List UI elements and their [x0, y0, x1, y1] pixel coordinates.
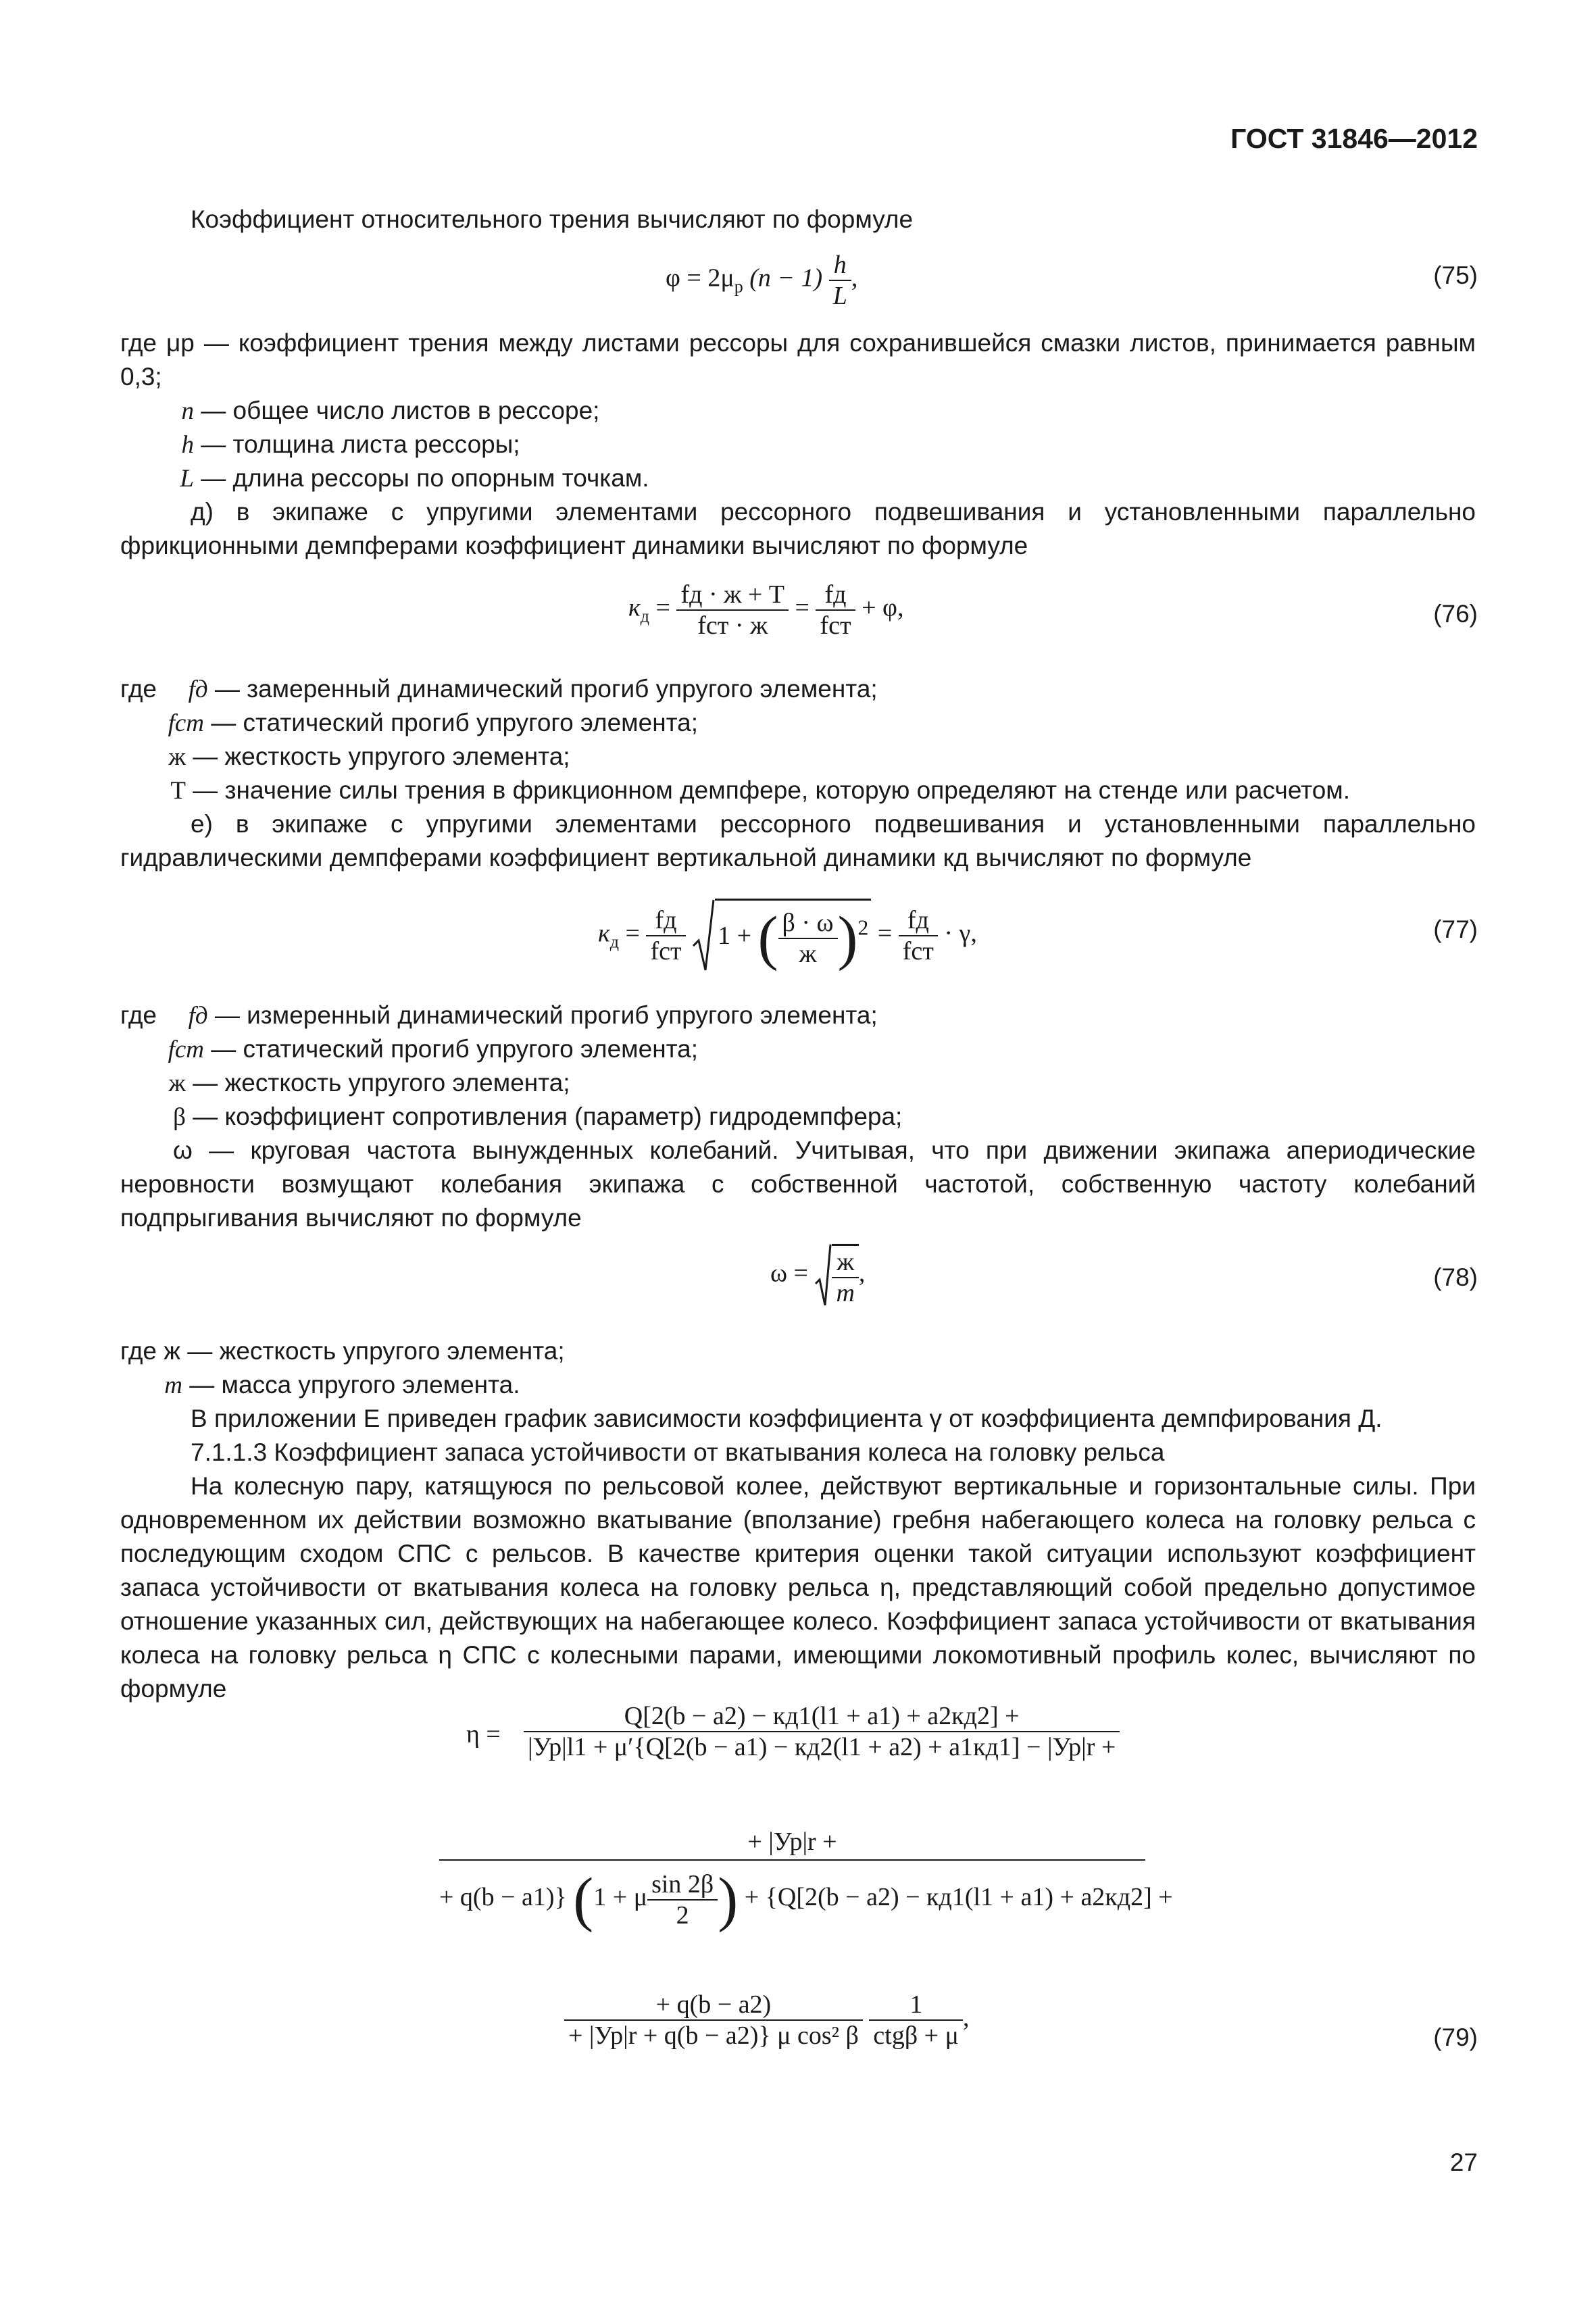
where-78-m-text: — масса упругого элемента. — [189, 1371, 520, 1399]
paragraph-appendix: В приложении Е приведен график зависимости коэффициента γ от коэффициента демпфирования Д. — [191, 1405, 1382, 1432]
f75-den: L — [832, 282, 847, 310]
where-77-fst — [162, 1032, 698, 1067]
f79-line2-sin: sin 2β — [647, 1869, 718, 1901]
where-75-L — [167, 461, 649, 496]
f78-lhs: ω = — [770, 1259, 808, 1288]
f77-num-1: fд — [646, 905, 685, 936]
where-77-beta-symbol: β — [173, 1103, 186, 1131]
f79-line2-den: + q(b − a1)} (1 + μ $\frac{\sin 2\beta}{2}$ ) + {Q[2(b − a2) − кд1(l1 + a1) + a2кд2] + — [439, 1866, 1173, 1933]
where-76-lead: где — [120, 675, 157, 703]
where-77-fd-symbol: fд — [188, 1002, 208, 1030]
where-75-h — [167, 428, 520, 462]
where-77-fd-text: — измеренный динамический прогиб упругого элемента; — [214, 1001, 878, 1029]
where-77-fd — [120, 999, 878, 1033]
where-77-zh — [162, 1066, 570, 1101]
f77-fraction-1 — [646, 905, 685, 966]
paragraph-friction-intro: Коэффициент относительного трения вычисляют по формуле — [191, 205, 914, 233]
f76-tail: + φ, — [862, 593, 904, 622]
f79-line1-fraction — [524, 1701, 1120, 1762]
where-76-T-text: — значение силы трения в фрикционном демпфере, которую определяют на стенде или расчетом. — [193, 776, 1350, 804]
f75-fraction — [829, 250, 851, 311]
paragraph-e: е) в экипаже с упругими элементами рессорного подвешивания и установленными параллельно гидравлическими демпферами коэффициент вертикальной динамики кд вычисляют по формуле — [120, 810, 1476, 872]
paragraph-d: д) в экипаже с упругими элементами рессорного подвешивания и установленными параллельно фрикционными демпферами коэффициент динамики вычисляют по формуле — [120, 498, 1476, 559]
where-76-fd — [120, 672, 878, 707]
f75-mid: (n − 1) — [749, 263, 823, 293]
f79-line1-num: Q[2(b − a2) − кд1(l1 + a1) + a2кд2] + — [524, 1701, 1120, 1732]
equation-number-78: (78) — [1433, 1263, 1478, 1291]
where-75-h-text: — толщина листа рессоры; — [201, 430, 520, 458]
equation-number-75: (75) — [1433, 261, 1478, 289]
where-76-zh-text: — жесткость упругого элемента; — [193, 743, 570, 770]
where-76-zh — [162, 740, 570, 774]
f77-den-1: fст — [650, 937, 682, 965]
f77-num-2: fд — [899, 905, 938, 936]
f76-eq-1: = — [655, 593, 670, 622]
where-77-zh-text: — жесткость упругого элемента; — [193, 1069, 570, 1097]
f77-den-2: fст — [902, 937, 934, 965]
equation-number-79: (79) — [1433, 2023, 1478, 2051]
where-76-T — [162, 774, 1350, 808]
where-75-mu: где μр — коэффициент трения между листами рессоры для сохранившейся смазки листов, принимается равным 0,3; — [120, 329, 1476, 391]
f79-line3-one: 1 — [869, 1990, 963, 2021]
where-77-fst-text: — статический прогиб упругого элемента; — [211, 1035, 699, 1063]
where-77-beta-text: — коэффициент сопротивления (параметр) гидродемпфера; — [193, 1103, 903, 1130]
f78-num: ж — [832, 1247, 858, 1278]
formula-78 — [770, 1243, 865, 1308]
f78-den: m — [836, 1278, 855, 1307]
formula-76 — [628, 580, 903, 640]
where-78-m-symbol: m — [164, 1372, 182, 1399]
f78-tail: , — [858, 1259, 866, 1288]
f77-tail: · γ, — [944, 919, 977, 948]
where-75-L-text: — длина рессоры по опорным точкам. — [201, 464, 649, 492]
page-number: 27 — [1449, 2148, 1478, 2176]
f77-rad: 1 + — [718, 922, 752, 951]
f75-tail: , — [851, 263, 858, 293]
f77-lhs: к — [598, 919, 610, 948]
f79-line3-num: + q(b − a2) — [564, 1990, 863, 2021]
f77-fraction-2 — [899, 905, 938, 966]
f79-line3-fraction-2 — [869, 1990, 963, 2051]
f76-lhs-sub: д — [640, 606, 650, 626]
f79-line3-tail: , — [962, 2003, 970, 2032]
formula-77 — [598, 899, 977, 973]
f77-radicand: 1 + ( $\frac{\beta \cdot \omega}{ж}$ )$^2$ — [715, 899, 871, 973]
where-76-fst — [162, 706, 698, 740]
f77-inner-den: ж — [799, 939, 817, 968]
where-78-m — [152, 1368, 520, 1403]
equation-number-77: (77) — [1433, 915, 1478, 943]
where-77-lead: где — [120, 1001, 157, 1029]
f79-lhs: η = — [466, 1720, 501, 1749]
f77-power: 2 — [857, 915, 869, 940]
paragraph-wheel-derailment: На колесную пару, катящуюся по рельсовой колее, действуют вертикальные и горизонтальные силы. При одновременном их действии возможно вкатывание (вползание) гребня набегающего колеса на головку рельса с последующим сходом СПС с рельсов. В качестве критерия оценки такой ситуации используют коэффициент запаса устойчивости от вкатывания колеса на головку рельса η, представляющий собой предельно допустимое отношение указанных сил, действующих на набегающее колесо. Коэффициент запаса устойчивости от вкатывания колеса на головку рельса η СПС с колесными парами, имеющими локомотивный профиль колес, вычисляют по формуле — [120, 1472, 1476, 1703]
equation-number-76: (76) — [1433, 600, 1478, 628]
f79-line3-den: + |Ур|r + q(b − a2)} μ cos² β — [568, 2021, 859, 2050]
f78-fraction — [832, 1247, 858, 1308]
f79-line1 — [524, 1701, 1120, 1762]
f79-line3-fraction-1 — [564, 1990, 863, 2051]
f79-line3-ctg: ctgβ + μ — [873, 2021, 959, 2050]
where-76-zh-symbol: ж — [168, 743, 186, 771]
f78-radical-sign — [814, 1243, 832, 1308]
where-77-fst-symbol: fст — [168, 1036, 204, 1063]
section-7113-heading: 7.1.1.3 Коэффициент запаса устойчивости от вкатывания колеса на головку рельса — [191, 1438, 1165, 1466]
f79-line1-den: |Ур|l1 + μ′{Q[2(b − a1) − кд2(l1 + a2) + a1кд1] − |Ур|r + — [528, 1733, 1116, 1761]
f76-lhs: к — [628, 593, 641, 622]
f79-line2-den-a: + q(b − a1)} — [439, 1883, 567, 1912]
standard-header: ГОСТ 31846—2012 — [1230, 123, 1478, 154]
f77-lhs-sub: д — [609, 932, 620, 952]
f76-num-2: fд — [816, 580, 855, 611]
f79-line2-sin-fraction — [647, 1869, 718, 1930]
f75-lhs: φ = 2μ — [666, 263, 734, 293]
f77-sqrt — [692, 899, 871, 973]
where-75-h-symbol: h — [181, 431, 194, 459]
f77-inner-num: β · ω — [778, 908, 838, 939]
where-75-n-text: — общее число листов в рессоре; — [201, 397, 600, 424]
where-75-L-symbol: L — [180, 465, 194, 493]
where-76-fst-text: — статический прогиб упругого элемента; — [211, 709, 699, 736]
where-76-fd-text: — замеренный динамический прогиб упругого элемента; — [214, 675, 878, 703]
where-77-zh-symbol: ж — [168, 1070, 186, 1097]
f79-line3 — [564, 1990, 969, 2051]
f79-line2 — [439, 1824, 1173, 1934]
f75-sub: р — [734, 276, 743, 297]
f79-line2-den-c: + {Q[2(b − a2) − кд1(l1 + a1) + a2кд2] + — [744, 1883, 1173, 1912]
f76-fraction-2 — [816, 580, 855, 640]
f77-radical-sign — [692, 899, 715, 973]
f77-eq-1: = — [625, 919, 640, 948]
f76-eq-2: = — [795, 593, 809, 622]
f79-line2-den-b: 1 + μ — [593, 1883, 648, 1912]
where-76-T-symbol: Т — [170, 777, 186, 805]
where-75-n — [167, 394, 599, 428]
where-77-omega-paragraph: ω — круговая частота вынужденных колебаний. Учитывая, что при движении экипажа апериодические неровности возмущают колебания экипажа с собственной частотой, собственную частоту колебаний подпрыгивания вычисляют по формуле — [120, 1136, 1476, 1232]
f75-num: h — [829, 250, 851, 281]
f79-line2-two: 2 — [676, 1901, 689, 1930]
f76-fraction-1 — [676, 580, 789, 640]
f77-eq-2: = — [877, 919, 893, 948]
f78-sqrt — [814, 1243, 858, 1308]
f76-den-2: fст — [820, 611, 851, 640]
f79-line2-num: + |Ур|r + — [439, 1824, 1145, 1861]
f76-den-1: fст · ж — [697, 611, 768, 640]
where-76-fd-symbol: fд — [188, 676, 208, 703]
f78-radicand — [832, 1244, 858, 1308]
where-76-fst-symbol: fст — [168, 709, 204, 737]
f76-num-1: fд · ж + Т — [676, 580, 789, 611]
f77-inner-fraction — [778, 908, 838, 969]
where-75-n-symbol: n — [181, 397, 194, 425]
formula-75 — [666, 250, 857, 311]
where-77-beta — [162, 1100, 902, 1134]
where-78-zh: где ж — жесткость упругого элемента; — [120, 1337, 565, 1365]
